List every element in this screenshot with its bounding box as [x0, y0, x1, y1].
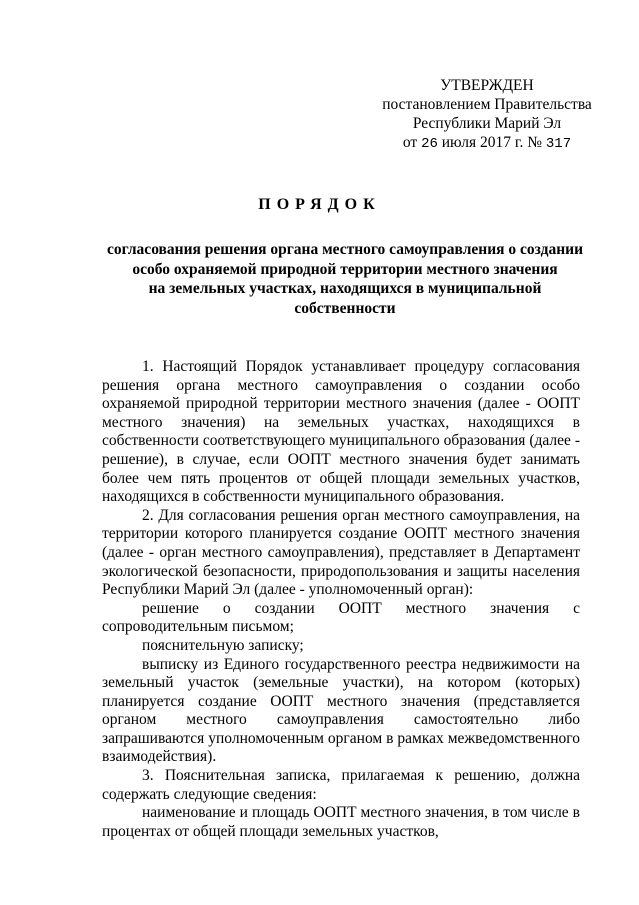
- approval-stamp: [372, 76, 602, 154]
- approval-date-day: 26: [421, 136, 438, 152]
- approval-line-2: постановлением Правительства: [382, 96, 592, 113]
- approval-line-3: Республики Марий Эл: [412, 115, 562, 132]
- document-title: ПОРЯДОК: [258, 196, 381, 213]
- paragraph-3: 3. Пояснительная записка, прилагаемая к решению, должна содержать следующие сведения:: [102, 767, 580, 803]
- paragraph-2-item-3: выписку из Единого государственного реестра недвижимости на земельный участок (земельные участки), на котором (которых) планируется создание ООПТ местного значения (представляется органом местного самоуправления самостоятельно либо запрашиваются уполномоченным органом в рамках межведомственного взаимодействия).: [102, 655, 580, 766]
- subtitle-line-2: особо охраняемой природной территории местного значения: [132, 260, 558, 278]
- approval-number-sign: №: [527, 134, 543, 151]
- approval-date-rest: июля 2017 г.: [441, 134, 524, 151]
- subtitle-line-4: собственности: [294, 299, 396, 317]
- paragraph-2-item-1: решение о создании ООПТ местного значения с сопроводительным письмом;: [102, 599, 580, 636]
- approval-line-1: УТВЕРЖДЕН: [440, 77, 534, 94]
- subtitle-line-3: на земельных участках, находящихся в муниципальной: [148, 280, 542, 297]
- paragraph-2-item-2: пояснительную записку;: [142, 636, 304, 654]
- paragraph-1: 1. Настоящий Порядок устанавливает процедуру согласования решения органа местного самоуправления о создании особо охраняемой природной территории местного значения (далее - ООПТ местного значения) на земельных участках, находящихся в собственности соответствующего муниципального образования (далее - решение), в случае, если ООПТ местного значения будет занимать более чем пять процентов от общей площади земельных участков, находящихся в собственности муниципального образования.: [102, 358, 580, 506]
- paragraph-2: 2. Для согласования решения орган местного самоуправления, на территории которого планируется создание ООПТ местного значения (далее - орган местного самоуправления), представляет в Департамент экологической безопасности, природопользования и защиты населения Республики Марий Эл (далее - уполномоченный орган):: [102, 506, 580, 599]
- document-subtitle: [100, 240, 590, 318]
- approval-date-line: [372, 133, 602, 154]
- approval-date-prefix: от: [402, 134, 418, 151]
- document-body: [102, 358, 580, 841]
- paragraph-3-item-1: наименование и площадь ООПТ местного значения, в том числе в процентах от общей площади земельных участков,: [102, 804, 580, 840]
- approval-number-value: 317: [545, 136, 572, 152]
- subtitle-line-1: согласования решения органа местного самоуправления о создании: [106, 241, 584, 258]
